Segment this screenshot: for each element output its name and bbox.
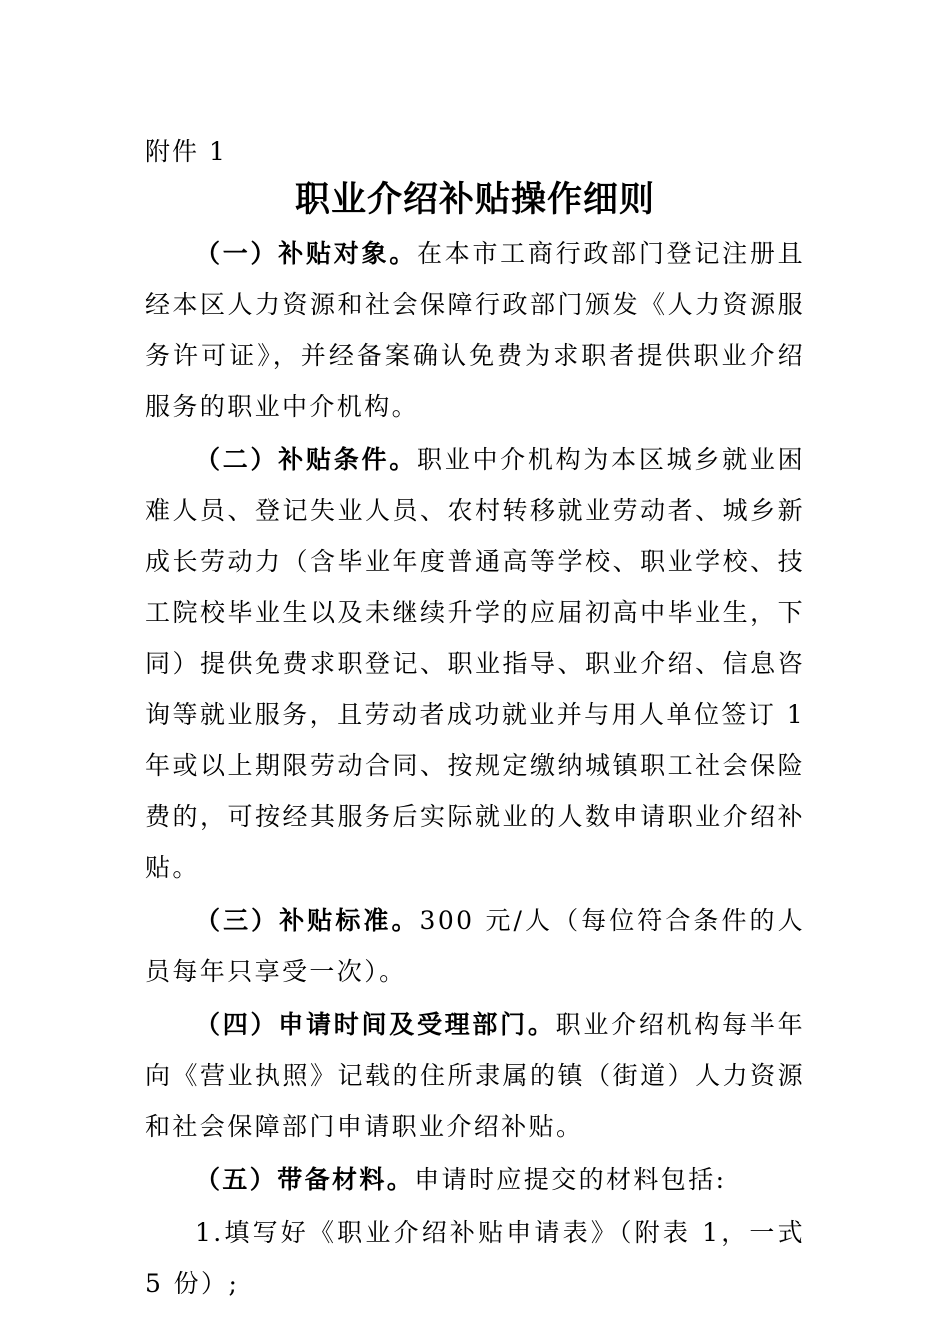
section-heading: （二）补贴条件。 <box>195 445 417 474</box>
document-title: 职业介绍补贴操作细则 <box>294 180 655 220</box>
section-text: 申请时应提交的材料包括: <box>414 1165 727 1194</box>
document-body <box>145 228 805 1311</box>
section-heading: （五）带备材料。 <box>195 1165 415 1194</box>
section-paragraph <box>145 999 805 1152</box>
section-paragraph <box>145 434 805 893</box>
list-item-text: 1.填写好《职业介绍补贴申请表》（附表 1，一式 5 份）; <box>145 1218 805 1298</box>
section-heading: （一）补贴对象。 <box>195 239 417 268</box>
section-text: 300 元/人（每位符合条件的人员每年只享受一次）。 <box>145 906 805 986</box>
section-heading: （三）补贴标准。 <box>195 906 420 935</box>
section-paragraph <box>145 228 805 432</box>
section-paragraph <box>145 895 805 997</box>
section-text: 在本市工商行政部门登记注册且经本区人力资源和社会保障行政部门颁发《人力资源服务许可证》，并经备案确认免费为求职者提供职业介绍服务的职业中介机构。 <box>145 239 806 421</box>
list-item <box>145 1207 805 1309</box>
section-text: 职业介绍机构每半年向《营业执照》记载的住所隶属的镇（街道）人力资源和社会保障部门申请职业介绍补贴。 <box>145 1010 805 1141</box>
section-text: 职业中介机构为本区城乡就业困难人员、登记失业人员、农村转移就业劳动者、城乡新成长劳动力（含毕业年度普通高等学校、职业学校、技工院校毕业生以及未继续升学的应届初高中毕业生，下同）提供免费求职登记、职业指导、职业介绍、信息咨询等就业服务，且劳动者成功就业并与用人单位签订 1 年或以上期限劳动合同、按规定缴纳城镇职工社会保险费的，可按经其服务后实际就业的人数申请职业介绍补贴。 <box>145 445 806 882</box>
section-paragraph <box>145 1154 805 1205</box>
section-heading: （四）申请时间及受理部门。 <box>195 1010 556 1039</box>
annex-label: 附件 1 <box>145 137 227 166</box>
